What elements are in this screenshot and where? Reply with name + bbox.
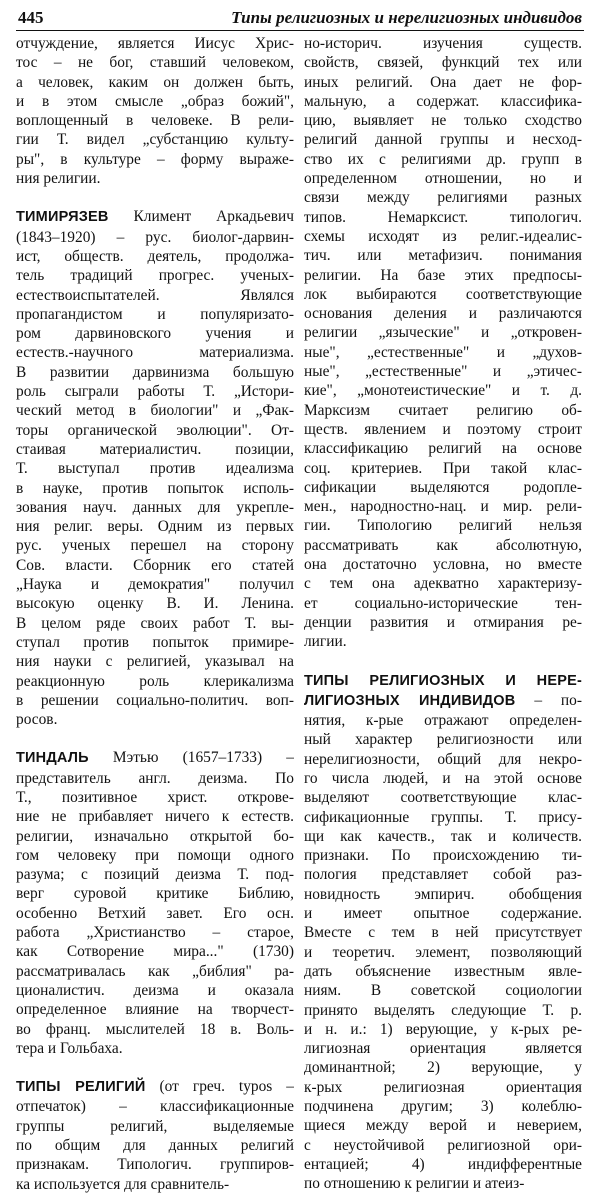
line-text: В развитии дарвинизма большую [16, 363, 294, 381]
line-text: тич. или метафизич. понимания [304, 247, 582, 265]
text-line [304, 497, 582, 516]
line-text: щи как качеств., так и количеств. [304, 827, 582, 845]
line-text: го числа людей, и на этой основе [304, 769, 582, 787]
line-text: представитель англ. деизма. По [16, 769, 294, 787]
line-text: отпечаток) – классификационные [16, 1098, 294, 1116]
text-line [16, 1155, 294, 1174]
line-text: зования науч. данных для укрепле- [16, 498, 294, 516]
text-line [16, 53, 294, 72]
text-line [304, 827, 582, 846]
line-text: иных религий. Она дает не фор- [304, 73, 582, 91]
text-line [16, 788, 294, 807]
text-line [16, 633, 294, 652]
line-text: доминантной; 2) верующие, у [304, 1059, 582, 1077]
text-line [304, 788, 582, 807]
line-text: ром дарвиновского учения и [16, 325, 294, 343]
text-line [16, 169, 294, 188]
text-line [16, 286, 294, 305]
line-text: ния религии. [16, 170, 101, 188]
line-text: и имеет опытное содержание. [304, 905, 582, 923]
line-text: ет социально-исторические тен- [304, 594, 582, 612]
text-line [304, 536, 582, 555]
text-line [304, 711, 582, 730]
text-line [16, 92, 294, 111]
line-text: ные", „естественные" и „духов- [304, 343, 582, 361]
line-text: верг суровой критике Библию, [16, 885, 294, 903]
line-text: ка используется для сравнитель- [16, 1175, 230, 1193]
text-line [304, 92, 582, 111]
text-line [16, 266, 294, 285]
line-text: ние не прибавляет ничего к естеств. [16, 808, 294, 826]
line-text: ентацией; 4) индифферентные [304, 1155, 582, 1173]
text-line [16, 904, 294, 923]
line-text: сификационные группы. Т. прису- [304, 808, 582, 826]
text-line [304, 962, 582, 981]
line-text: Мэтью (1657–1733) – [88, 749, 294, 767]
text-line [304, 478, 582, 497]
line-text: и н. и.: 1) верующие, у к-рых ре- [304, 1020, 582, 1038]
text-line [16, 614, 294, 633]
text-line [16, 247, 294, 266]
line-text: нятия, к-рые отражают определен- [304, 712, 582, 730]
text-line [16, 498, 294, 517]
text-line [16, 846, 294, 865]
text-line [16, 1117, 294, 1136]
text-line [304, 188, 582, 207]
entry-gap [16, 188, 294, 207]
text-line [16, 672, 294, 691]
text-line [304, 1097, 582, 1116]
line-text: во франц. мыслителей 18 в. Воль- [16, 1020, 294, 1038]
line-text: мальную, а содержат. классифика- [304, 92, 582, 110]
text-line [304, 323, 582, 342]
line-text: она достаточно условна, но вместе [304, 556, 582, 574]
line-text: в решении социально-политич. воп- [16, 691, 294, 709]
text-line [16, 1097, 294, 1116]
text-line [304, 1001, 582, 1020]
line-text: (1843–1920) – рус. биолог-дарвин- [16, 228, 294, 246]
text-line [304, 981, 582, 1000]
line-text: религии, изначально открытой бо- [16, 827, 294, 845]
text-line [16, 807, 294, 826]
text-line [304, 1020, 582, 1039]
entry-gap [304, 652, 582, 671]
text-line [16, 150, 294, 169]
line-text: кие", „монотеистические" и т. д. [304, 382, 582, 400]
text-line [16, 884, 294, 903]
text-line [16, 691, 294, 710]
text-line [16, 536, 294, 555]
line-text: мен., народностно-нац. и мир. рели- [304, 498, 582, 516]
line-text: реакционную роль клерикализма [16, 672, 294, 690]
line-text: разума; с позиций деизма Т. под- [16, 866, 294, 884]
text-line [304, 943, 582, 962]
text-line [304, 574, 582, 593]
text-line [304, 594, 582, 613]
line-text: новидность эмпирич. обобщения [304, 885, 582, 903]
line-text: высокую оценку В. И. Ленина. [16, 595, 294, 613]
entry-headword: ТИМИРЯЗЕВ [16, 209, 109, 226]
text-line [304, 266, 582, 285]
line-text: но-историч. изучения существ. [304, 35, 582, 52]
text-line [16, 401, 294, 420]
text-line [16, 228, 294, 247]
text-line [304, 632, 582, 651]
line-text: с тем она адекватно характеризу- [304, 575, 582, 593]
text-line [16, 556, 294, 575]
line-text: классификацию религий на основе [304, 440, 582, 458]
text-line [304, 516, 582, 535]
line-text: (от греч. typos – [145, 1078, 294, 1096]
line-text: Сов. власти. Сборник его статей [16, 556, 294, 574]
text-line [16, 73, 294, 92]
text-line [304, 459, 582, 478]
line-text: типов. Немарксист. типологич. [304, 208, 582, 226]
line-text: рус. ученых перешел на сторону [16, 537, 294, 555]
line-text: признаки. По происхождению ти- [304, 847, 582, 865]
line-text: гии. Типологию религий нельзя [304, 517, 582, 535]
line-text: стаивая материалистич. позиции, [16, 440, 294, 458]
entry-headword: ТИПЫ РЕЛИГИОЗНЫХ И НЕРЕ- [304, 672, 582, 689]
line-text: к-рых религиозная ориентация [304, 1078, 582, 1096]
text-line [304, 362, 582, 381]
text-line [304, 53, 582, 72]
dictionary-entry [304, 671, 582, 1194]
line-text: в науке, против попыток исполь- [16, 479, 294, 497]
text-line [304, 904, 582, 923]
page-number: 445 [18, 8, 44, 27]
text-line [16, 130, 294, 149]
line-text: ист, обществ. деятель, продолжа- [16, 247, 294, 265]
text-line [304, 885, 582, 904]
line-text: Климент Аркадьевич [108, 208, 294, 226]
text-line [16, 594, 294, 613]
line-text: с неустойчивой религиозной ори- [304, 1136, 582, 1154]
text-line [16, 769, 294, 788]
line-text: определенное влияние на творчест- [16, 1001, 294, 1019]
text-line [304, 343, 582, 362]
text-line [304, 1058, 582, 1077]
text-line [304, 401, 582, 420]
text-line [304, 1116, 582, 1135]
line-text: – по- [515, 691, 582, 709]
dictionary-entry [16, 34, 294, 188]
line-text: нерелигиозности, общий для некро- [304, 750, 582, 768]
text-line [304, 1078, 582, 1097]
text-line [16, 421, 294, 440]
running-head: Типы религиозных и нерелигиозных индивидов [231, 8, 582, 27]
line-text: а человек, каким он должен быть, [16, 73, 294, 91]
text-line [304, 1155, 582, 1174]
line-text: определенном отношении, но и [304, 170, 582, 188]
text-line [304, 34, 582, 53]
text-line [304, 130, 582, 149]
line-text: „Наука и демократия" получил [16, 576, 294, 594]
text-line [304, 227, 582, 246]
text-line [304, 865, 582, 884]
text-line [16, 575, 294, 594]
line-text: лигии. [304, 633, 347, 651]
text-line [16, 305, 294, 324]
line-text: ступал против попыток примире- [16, 633, 294, 651]
text-line [16, 1039, 294, 1058]
line-text: денции развития и отмирания ре- [304, 613, 582, 631]
entry-headword: ТИПЫ РЕЛИГИЙ [16, 1079, 146, 1096]
line-text: тель традиций прогрес. ученых- [16, 267, 294, 285]
text-line [304, 381, 582, 400]
text-line [16, 479, 294, 498]
line-text: выделяют соответствующие клас- [304, 789, 582, 807]
line-text: признакам. Типологич. группиров- [16, 1156, 294, 1174]
dictionary-entry [16, 207, 294, 729]
text-line [16, 34, 294, 53]
line-text: воплощенный в человеке. В рели- [16, 112, 294, 130]
text-line [16, 440, 294, 459]
text-line [304, 304, 582, 323]
line-text: рассматривать как абсолютную, [304, 536, 582, 554]
line-text: отчуждение, является Иисус Хрис- [16, 35, 294, 52]
line-text: ниям. В советской социологии [304, 982, 582, 1000]
line-text: росов. [16, 711, 58, 729]
text-line [16, 1136, 294, 1155]
line-text: ния религ. веры. Одним из первых [16, 518, 294, 536]
line-text: по отношению к религии и атеиз- [304, 1175, 525, 1193]
text-line [16, 827, 294, 846]
text-line [304, 730, 582, 749]
text-line [16, 1020, 294, 1039]
text-line [16, 517, 294, 536]
entry-headword: ТИНДАЛЬ [16, 750, 89, 767]
line-text: соц. критериев. При такой клас- [304, 459, 582, 477]
line-text: ционалистич. деизма и оказала [16, 981, 294, 999]
text-line [16, 710, 294, 729]
text-line [304, 671, 582, 691]
text-line [16, 343, 294, 362]
text-line [304, 150, 582, 169]
line-text: гом человеку при помощи одного [16, 846, 294, 864]
entry-headword: ЛИГИОЗНЫХ ИНДИВИДОВ [304, 692, 516, 709]
line-text: ство их с религиями др. групп в [304, 150, 582, 168]
line-text: роль сыграли работы Т. „Истори- [16, 383, 294, 401]
line-text: Вместе с тем в ней присутствует [304, 924, 582, 942]
dictionary-entry [304, 34, 582, 652]
page-header [16, 6, 584, 31]
line-text: ры", в культуре – форму выраже- [16, 150, 294, 168]
text-line [304, 750, 582, 769]
line-text: сификации выделяются родоплe- [304, 478, 582, 496]
text-line [16, 962, 294, 981]
text-line [16, 111, 294, 130]
line-text: подчинена другим; 3) колеблю- [304, 1098, 582, 1116]
line-text: группы религий, выделяемые [16, 1117, 294, 1135]
line-text: особенно Ветхий завет. Его осн. [16, 904, 294, 922]
line-text: Марксизм считает религию об- [304, 401, 582, 419]
text-line [16, 923, 294, 942]
text-line [16, 1175, 294, 1194]
entry-gap [16, 1058, 294, 1077]
line-text: гии Т. видел „субстанцию культу- [16, 131, 294, 149]
line-text: дать объяснение известным явле- [304, 962, 582, 980]
line-text: тос – не бог, ставший человеком, [16, 54, 294, 72]
text-line [16, 1077, 294, 1097]
text-line [304, 246, 582, 265]
line-text: принято выделять следующие Т. р. [304, 1001, 582, 1019]
line-text: пология представляет собой раз- [304, 866, 582, 884]
line-text: торы органической эволюции". От- [16, 421, 294, 439]
dictionary-entry [16, 748, 294, 1058]
dictionary-entry [16, 1077, 294, 1194]
line-text: работа „Христианство – старое, [16, 924, 294, 942]
text-line [304, 73, 582, 92]
line-text: основания деления и различаются [304, 305, 582, 323]
line-text: В целом ряде своих работ Т. вы- [16, 614, 294, 632]
line-text: по общим для данных религий [16, 1137, 294, 1155]
text-line [304, 169, 582, 188]
text-line [16, 865, 294, 884]
line-text: пропагандистом и популяризато- [16, 305, 294, 323]
text-line [16, 363, 294, 382]
text-line [16, 748, 294, 768]
text-line [304, 420, 582, 439]
text-line [16, 324, 294, 343]
text-line [16, 207, 294, 227]
text-line [16, 981, 294, 1000]
text-line [304, 691, 582, 711]
line-text: схемы исходят из религ.-идеалис- [304, 227, 582, 245]
entry-gap [16, 729, 294, 748]
line-text: естеств.-научного материализма. [16, 344, 294, 362]
text-line [304, 285, 582, 304]
line-text: и в этом смысле „образ божий", [16, 92, 294, 110]
text-line [16, 1000, 294, 1019]
text-line [304, 808, 582, 827]
line-text: цию, выявляет не только сходство [304, 112, 582, 130]
line-text: лок выбираются соответствующие [304, 285, 582, 303]
line-text: ный характер религиозности или [304, 731, 582, 749]
text-line [304, 1136, 582, 1155]
line-text: свойств, связей, функций тех или [304, 54, 582, 72]
line-text: ческий метод в биологии" и „Фак- [16, 402, 294, 420]
line-text: ния науки с религией, указывал на [16, 653, 294, 671]
text-line [304, 111, 582, 130]
text-line [304, 923, 582, 942]
text-line [16, 942, 294, 961]
text-line [304, 613, 582, 632]
line-text: естествоиспытателей. Являлся [16, 286, 294, 304]
text-line [304, 555, 582, 574]
line-text: и теоретич. элемент, позволяющий [304, 943, 582, 961]
line-text: ществ. явлением и поэтому строит [304, 420, 582, 438]
line-text: щиеся между верой и неверием, [304, 1117, 582, 1135]
text-line [304, 846, 582, 865]
line-text: связи между религиями разных [304, 189, 582, 207]
text-line [16, 652, 294, 671]
line-text: как Сотворение мира..." (1730) [16, 943, 294, 961]
text-line [16, 459, 294, 478]
line-text: ные", „естественные" и „этичес- [304, 363, 582, 381]
line-text: религии. На базе этих предпосы- [304, 266, 582, 284]
line-text: Т., позитивное христ. откровe- [16, 788, 294, 806]
line-text: Т. выступал против идеализма [16, 460, 294, 478]
line-text: лигиозная ориентация является [304, 1040, 582, 1058]
line-text: религии „языческие" и „откровен- [304, 324, 582, 342]
text-line [304, 769, 582, 788]
text-line [304, 1039, 582, 1058]
text-line [304, 439, 582, 458]
line-text: тера и Гольбаха. [16, 1039, 123, 1057]
text-line [16, 382, 294, 401]
text-line [304, 1174, 582, 1193]
text-line [304, 208, 582, 227]
line-text: рассматривалась как „библия" ра- [16, 962, 294, 980]
line-text: религий данной группы и несход- [304, 131, 582, 149]
